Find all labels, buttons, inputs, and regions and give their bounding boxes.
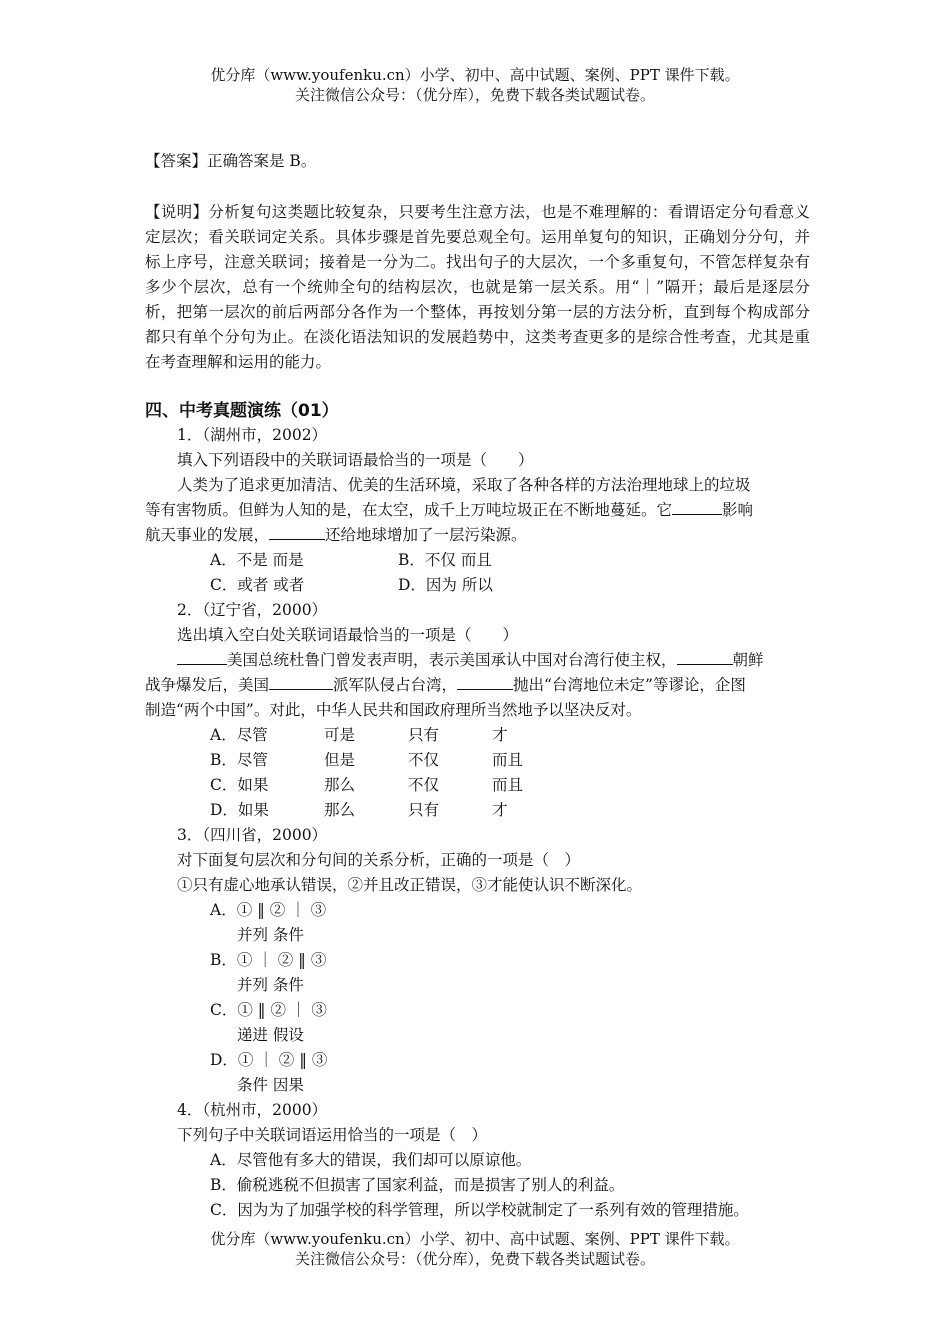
q3-option-d-relation: 条件 因果 [237, 1076, 304, 1094]
q4-option-b: B．偷税逃税不但损害了国家利益，而是损害了别人的利益。 [210, 1176, 625, 1194]
q3-number: 3．（四川省，2000） [177, 826, 328, 844]
q1-option-b: B．不仅 而且 [398, 551, 492, 569]
q4-stem: 下列句子中关联词语运用恰当的一项是（ ） [177, 1126, 488, 1144]
q2-passage-line-2: 战争爆发后，美国 派军队侵占台湾， 抛出“台湾地位未定”等谬论，企图 [145, 673, 746, 698]
q1-passage-line-2: 等有害物质。但鲜为人知的是，在太空，成千上万吨垃圾正在不断地蔓延。它 影响 [145, 498, 753, 523]
q1-number: 1．（湖州市，2002） [177, 426, 328, 444]
q1-passage-line-3: 航天事业的发展， 还给地球增加了一层污染源。 [145, 523, 527, 548]
q2-blank-3 [269, 673, 333, 690]
explanation-text: 分析复句这类题比较复杂，只要考生注意方法，也是不难理解的：看谓语定分句看意义定层次；看关联词定关系。具体步骤是首先要总观全句。运用单复句的知识，正确划分分句，并标上序号，注意关联词；接着是一分为二。找出句子的大层次，一个多重复句，不管怎样复杂有多少个层次，总有一个统帅全句的结构层次，也就是第一层关系。用“｜”隔开；最后是逐层分析，把第一层次的前后两部分各作为一个整体，再按划分第一层的方法分析，直到每个构成部分都只有单个分句为止。在淡化语法知识的发展趋势中，这类考查更多的是综合性考查，尤其是重在考查理解和运用的能力。 [145, 203, 810, 371]
q3-option-b: B．① ｜ ② ‖ ③ [210, 951, 327, 969]
q3-sentence: ①只有虚心地承认错误，②并且改正错误，③才能使认识不断深化。 [177, 876, 643, 894]
q4-number: 4．（杭州市，2000） [177, 1101, 328, 1119]
q3-option-b-relation: 并列 条件 [237, 976, 304, 994]
q2-number: 2．（辽宁省，2000） [177, 601, 328, 619]
footer-line-1: 优分库（www.youfenku.cn）小学、初中、高中试题、案例、PPT 课件下载。 [210, 1230, 740, 1248]
q4-option-a: A．尽管他有多大的错误，我们却可以原谅他。 [210, 1151, 532, 1169]
q1-passage-line-1: 人类为了追求更加清洁、优美的生活环境，采取了各种各样的方法治理地球上的垃圾 [177, 476, 751, 494]
q2-option-b: B．尽管 但是 不仅 而且 [210, 751, 524, 769]
q1-option-c: C．或者 或者 [210, 576, 305, 594]
footer-line-2: 关注微信公众号：（优分库），免费下载各类试题试卷。 [294, 1250, 655, 1268]
q2-option-a: A．尽管 可是 只有 才 [210, 726, 508, 744]
q2-passage-line-3: 制造“两个中国”。对此，中华人民共和国政府理所当然地予以坚决反对。 [145, 701, 642, 719]
section-title: 四、中考真题演练（01） [145, 401, 339, 421]
header-line-1: 优分库（www.youfenku.cn）小学、初中、高中试题、案例、PPT 课件下载。 [210, 66, 740, 84]
q2-blank-2 [677, 648, 733, 665]
q2-option-c: C．如果 那么 不仅 而且 [210, 776, 524, 794]
q1-stem: 填入下列语段中的关联词语最恰当的一项是（ ） [177, 451, 534, 469]
q1-blank-2 [269, 523, 325, 540]
q3-stem: 对下面复句层次和分句间的关系分析，正确的一项是（ ） [177, 851, 581, 869]
q3-option-a-relation: 并列 条件 [237, 926, 304, 944]
q2-passage-line-1: 美国总统杜鲁门曾发表声明，表示美国承认中国对台湾行使主权， 朝鲜 [177, 648, 764, 673]
explanation-paragraph [145, 200, 810, 375]
answer-line: 【答案】正确答案是 B。 [145, 152, 317, 170]
q2-option-d: D．如果 那么 只有 才 [210, 801, 508, 819]
q3-option-c: C．① ‖ ② ｜ ③ [210, 1001, 327, 1019]
q1-option-d: D．因为 所以 [398, 576, 493, 594]
header-line-2: 关注微信公众号：（优分库），免费下载各类试题试卷。 [294, 86, 655, 104]
explanation-prefix: 【说明】 [145, 203, 209, 221]
q1-blank-1 [672, 498, 722, 515]
q4-option-c: C．因为为了加强学校的科学管理，所以学校就制定了一系列有效的管理措施。 [210, 1201, 749, 1219]
q2-stem: 选出填入空白处关联词语最恰当的一项是（ ） [177, 626, 519, 644]
q3-option-d: D．① ｜ ② ‖ ③ [210, 1051, 328, 1069]
q2-blank-1 [177, 648, 227, 665]
q3-option-c-relation: 递进 假设 [237, 1026, 304, 1044]
q2-blank-4 [457, 673, 513, 690]
q3-option-a: A．① ‖ ② ｜ ③ [210, 901, 327, 919]
q1-option-a: A．不是 而是 [210, 551, 304, 569]
